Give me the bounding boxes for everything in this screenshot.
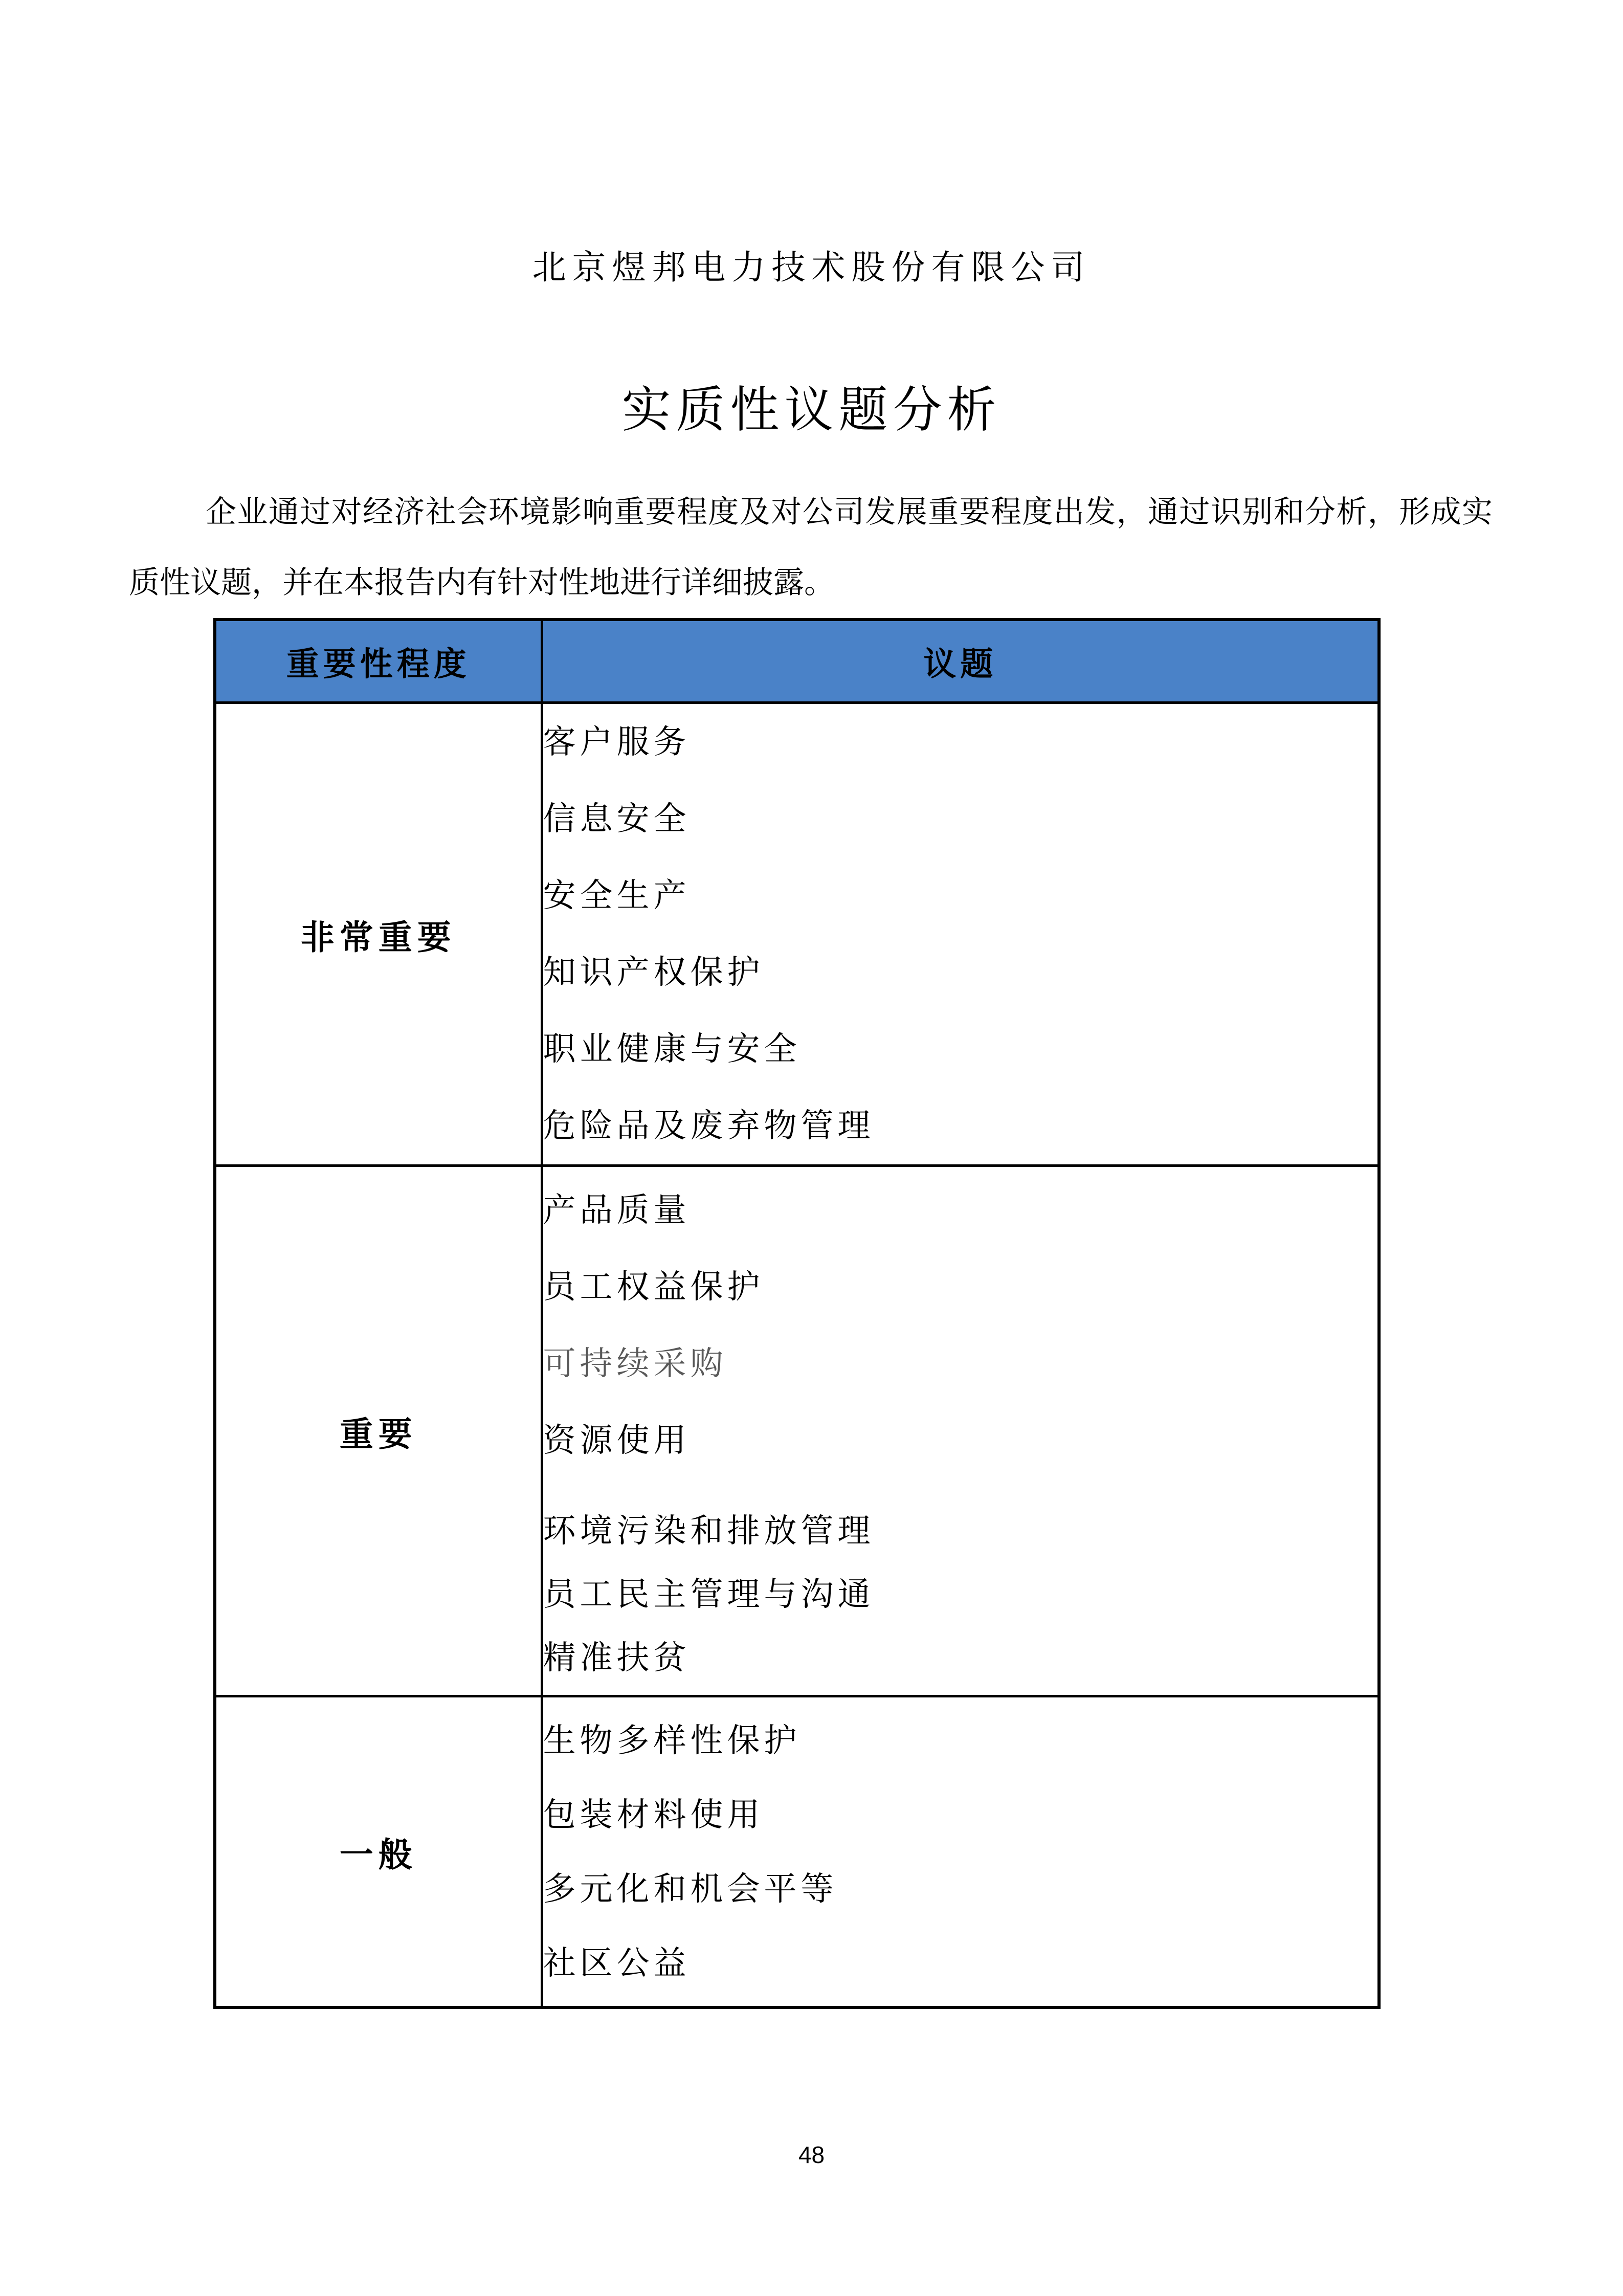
page-title: 实质性议题分析 [621, 383, 1002, 437]
importance-level-cell: 一般 [215, 1696, 542, 2008]
topic-item: 信息安全 [543, 801, 691, 837]
topic-item: 生物多样性保护 [543, 1722, 801, 1759]
table-row [215, 1696, 1379, 2008]
table-row [215, 1166, 1379, 1696]
table-body [215, 703, 1379, 2008]
topic-item: 社区公益 [543, 1945, 691, 1981]
topics-cell [542, 1166, 1379, 1696]
topic-item: 客户服务 [543, 724, 691, 760]
importance-level-cell: 重要 [215, 1166, 542, 1696]
table-row [215, 703, 1379, 1166]
topic-item: 可持续采购 [543, 1345, 727, 1382]
topic-item: 包装材料使用 [543, 1796, 764, 1833]
company-name: 北京煜邦电力技术股份有限公司 [532, 249, 1091, 286]
topic-item: 职业健康与安全 [543, 1031, 801, 1067]
topic-item: 环境污染和排放管理 [543, 1513, 875, 1549]
importance-level-cell: 非常重要 [215, 703, 542, 1166]
topics-cell [542, 1696, 1379, 2008]
topic-item: 资源使用 [543, 1422, 691, 1459]
table-header-topic: 议题 [542, 620, 1379, 703]
topics-cell [542, 703, 1379, 1166]
intro-paragraph: 企业通过对经济社会环境影响重要程度及对公司发展重要程度出发，通过识别和分析，形成实质性议题，并在本报告内有针对性地进行详细披露。 [129, 495, 1493, 600]
topic-item: 员工民主管理与沟通 [543, 1576, 875, 1613]
topic-item: 知识产权保护 [543, 954, 764, 990]
topic-item: 危险品及废弃物管理 [543, 1108, 875, 1144]
materiality-table [213, 618, 1381, 2009]
topic-item: 多元化和机会平等 [543, 1870, 838, 1907]
topic-item: 产品质量 [543, 1192, 691, 1228]
topic-item: 安全生产 [543, 877, 691, 914]
topic-item: 员工权益保护 [543, 1269, 764, 1305]
topic-item: 精准扶贫 [543, 1640, 691, 1676]
table-header-importance: 重要性程度 [215, 620, 542, 703]
page-number: 48 [798, 2142, 825, 2168]
table-header-row [215, 620, 1379, 703]
